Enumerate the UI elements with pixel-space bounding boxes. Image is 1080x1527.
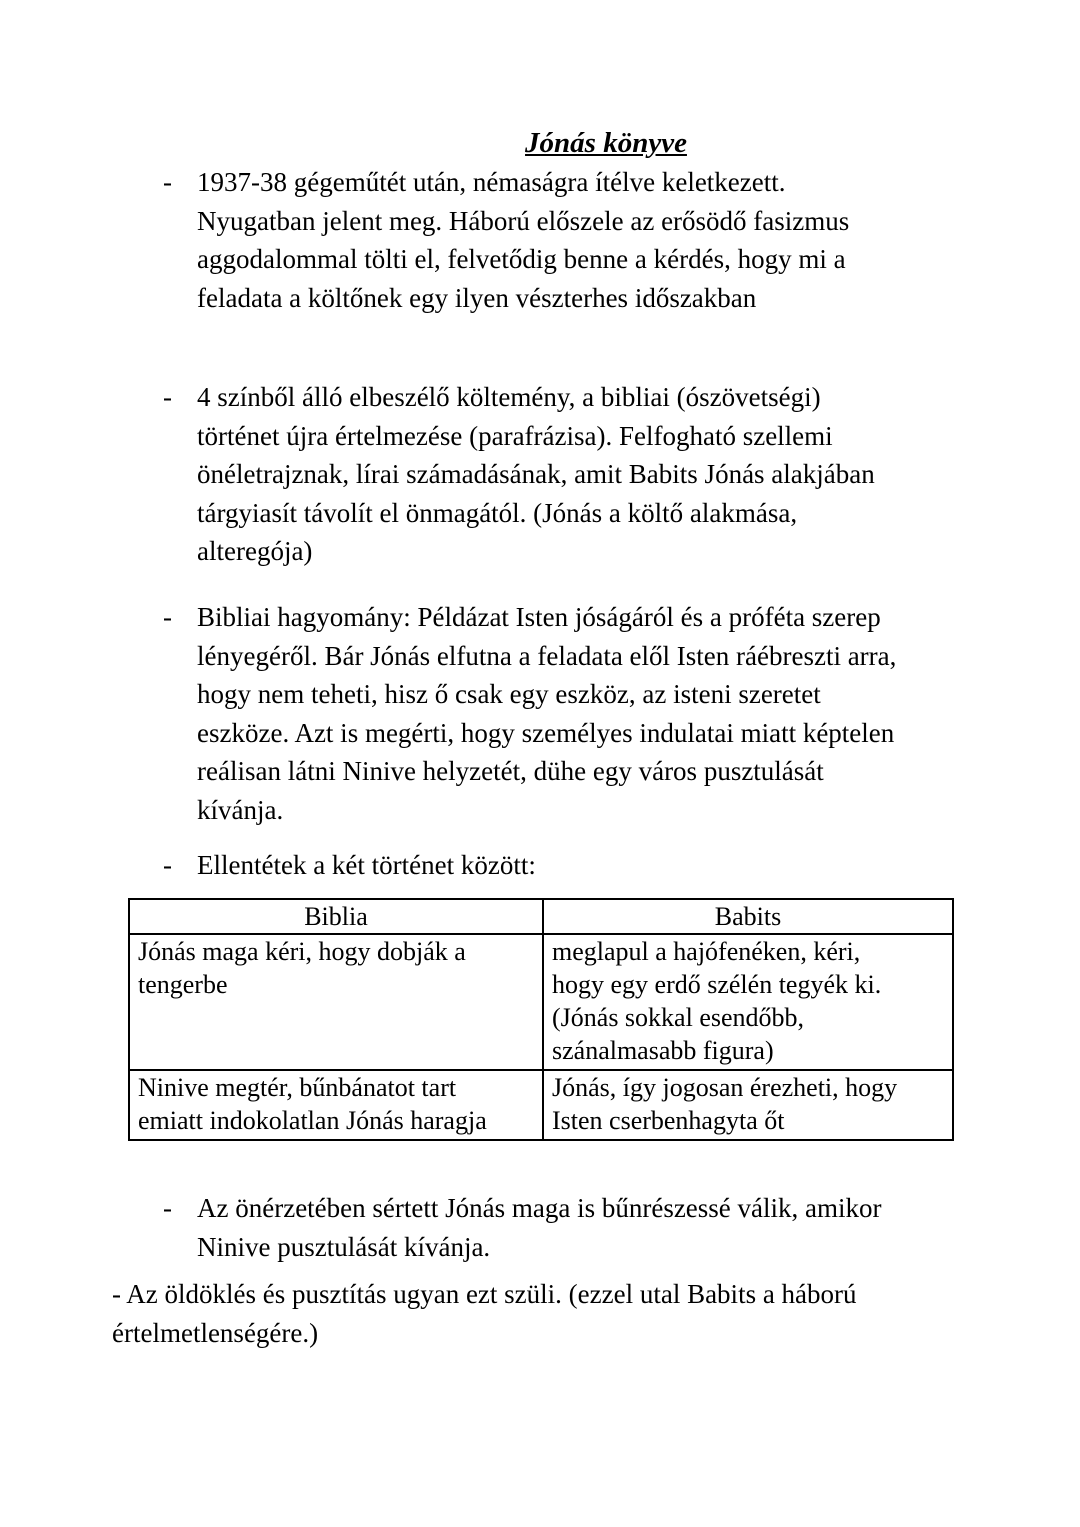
table-cell-biblia-1: Jónás maga kéri, hogy dobják a tengerbe (129, 934, 543, 1070)
bullet-dash: - (163, 167, 172, 197)
bullet-dash: - (163, 850, 172, 880)
bullet-item-5 (163, 1189, 882, 1266)
table-cell-babits-2: Jónás, így jogosan érezheti, hogy Isten cserbenhagyta őt (543, 1070, 953, 1140)
table-row (129, 1070, 953, 1140)
table-header-row (129, 899, 953, 934)
bullet-item-4 (163, 846, 536, 885)
table-header-biblia: Biblia (129, 899, 543, 934)
bullet-text: 4 színből álló elbeszélő költemény, a bibliai (ószövetségi) történet újra értelmezése (parafrázisa). Felfogható szellemi önéletrajznak, lírai számadásának, amit Babits Jónás alakjában tárgyiasít távolít el önmagától. (Jónás a költő alakmása, alteregója) (197, 382, 875, 566)
bullet-dash: - (163, 602, 172, 632)
bullet-text: 1937-38 gégeműtét után, némaságra ítélve keletkezett. Nyugatban jelent meg. Háború előszele az erősödő fasizmus aggodalommal tölti el, felvetődig benne a kérdés, hogy mi a feladata a költőnek egy ilyen vészterhes időszakban (197, 167, 850, 313)
bullet-dash: - (163, 382, 172, 412)
bullet-text: Az önérzetében sértett Jónás maga is bűnrészessé válik, amikor Ninive pusztulását kívánja. (197, 1193, 882, 1262)
table-cell-babits-1: meglapul a hajófenéken, kéri, hogy egy erdő szélén tegyék ki. (Jónás sokkal esendőbb, szánalmasabb figura) (543, 934, 953, 1070)
page-title: Jónás könyve (525, 127, 687, 159)
bullet-dash: - (163, 1193, 172, 1223)
bullet-item-1 (163, 163, 849, 317)
bullet-text: Ellentétek a két történet között: (197, 850, 536, 880)
bullet-item-2 (163, 378, 875, 571)
table-cell-biblia-2: Ninive megtér, bűnbánatot tart emiatt indokolatlan Jónás haragja (129, 1070, 543, 1140)
table-header-babits: Babits (543, 899, 953, 934)
closing-paragraph: - Az öldöklés és pusztítás ugyan ezt szüli. (ezzel utal Babits a háború értelmetlenségére.) (112, 1279, 857, 1348)
bullet-text: Bibliai hagyomány: Példázat Isten jóságáról és a próféta szerep lényegéről. Bár Jónás elfutna a feladata elől Isten ráébreszti arra, hogy nem teheti, hisz ő csak egy eszköz, az isteni szeretet eszköze. Azt is megérti, hogy személyes indulatai miatt képtelen reálisan látni Ninive helyzetét, dühe egy város pusztulását kívánja. (197, 602, 897, 825)
bullet-item-3 (163, 598, 896, 829)
comparison-table (128, 898, 954, 1141)
table-row (129, 934, 953, 1070)
